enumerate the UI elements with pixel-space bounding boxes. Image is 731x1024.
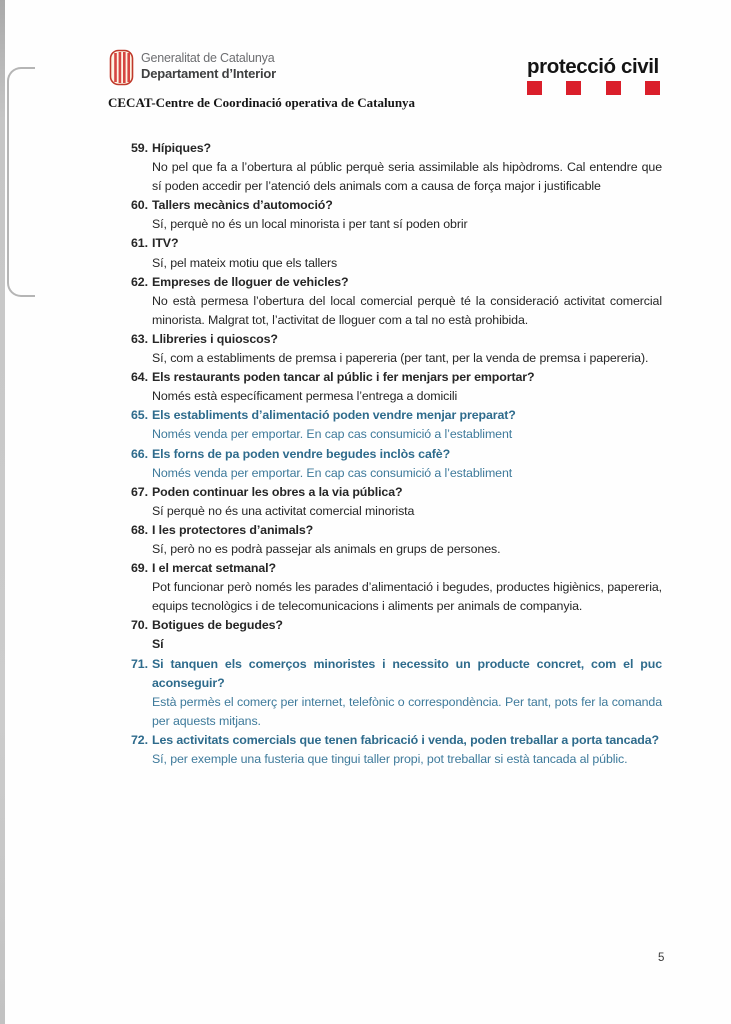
faq-item-answer: Sí [152, 637, 164, 652]
org-title: CECAT-Centre de Coordinació operativa de Catalunya [108, 95, 416, 110]
faq-item-number: 62. [131, 274, 148, 289]
faq-item-question: Poden continuar les obres a la via pública? [152, 484, 403, 499]
faq-item-body [152, 559, 662, 616]
gencat-shield-icon [109, 49, 134, 91]
faq-item [131, 234, 662, 272]
page-number: 5 [658, 952, 665, 964]
gencat-line2: Departament d’Interior [141, 66, 277, 81]
faq-item [131, 655, 662, 731]
faq-item-number: 72. [131, 732, 148, 747]
faq-item [131, 616, 662, 654]
faq-item-answer: Sí, perquè no és un local minorista i per tant sí poden obrir [152, 217, 468, 232]
faq-item-answer: Sí, per exemple una fusteria que tingui taller propi, pot treballar si està tancada al públic. [152, 752, 628, 766]
faq-item [131, 483, 662, 521]
proteccio-civil-wordmark: protecció civil [527, 55, 659, 78]
faq-item-answer: Sí perquè no és una activitat comercial minorista [152, 503, 415, 518]
faq-item-number: 70. [131, 618, 148, 633]
faq-item-number: 66. [131, 446, 148, 461]
faq-item-answer: Només venda per emportar. En cap cas consumició a l’establiment [152, 465, 513, 480]
faq-item [131, 330, 662, 368]
faq-item-answer: Només venda per emportar. En cap cas consumició a l’establiment [152, 427, 513, 442]
faq-item [131, 368, 662, 406]
faq-item-question: I les protectores d’animals? [152, 522, 314, 537]
faq-item-body [152, 330, 662, 368]
faq-item-answer: Està permès el comerç per internet, telefònic o correspondència. Per tant, pots fer la comanda per aquests mitjans. [152, 694, 662, 728]
faq-item-body [152, 616, 662, 654]
faq-item [131, 559, 662, 616]
faq-item-answer: No està permesa l’obertura del local comercial perquè té la consideració activitat comercial minorista. Malgrat tot, l’activitat de lloguer com a tal no està prohibida. [152, 293, 662, 327]
faq-item-body [152, 196, 662, 234]
faq-item-number: 59. [131, 141, 148, 155]
page-edge-artifact [7, 67, 35, 297]
faq-item-question: Els establiments d’alimentació poden vendre menjar preparat? [152, 408, 516, 423]
faq-item-body [152, 731, 662, 769]
faq-item-body [152, 445, 662, 483]
faq-item-body [152, 406, 662, 444]
faq-item-body [152, 273, 662, 330]
faq-item-question: Si tanquen els comerços minoristes i necessito un producte concret, com el puc aconseguir? [152, 656, 662, 690]
faq-item-answer: Sí, però no es podrà passejar als animals en grups de persones. [152, 541, 501, 556]
faq-item-answer: No pel que fa a l’obertura al públic perquè seria assimilable als hipòdroms. Cal entendre que sí poden accedir per l’atenció dels animals com a causa de força major i justificable [152, 160, 662, 194]
proteccio-civil-squares [527, 81, 660, 95]
red-square-icon [566, 81, 581, 95]
faq-item-answer: Pot funcionar però només les parades d’alimentació i begudes, productes higiènics, papereria, equips tecnològics i de telecomunicacions i aliments per animals de companyia. [152, 580, 662, 614]
gencat-line1: Generalitat de Catalunya [141, 51, 275, 65]
faq-item-number: 61. [131, 236, 148, 251]
gencat-logo-text [141, 49, 276, 91]
gencat-logo [109, 49, 276, 91]
faq-item-question: Botigues de begudes? [152, 618, 283, 633]
faq-list [131, 139, 662, 769]
faq-item [131, 196, 662, 234]
faq-item-number: 68. [131, 522, 148, 537]
faq-item-number: 67. [131, 484, 148, 499]
faq-item-body [152, 139, 662, 196]
faq-item [131, 731, 662, 769]
faq-item [131, 139, 662, 196]
faq-item-body [152, 368, 662, 406]
faq-item-body [152, 234, 662, 272]
faq-item-answer: Només està específicament permesa l’entrega a domicili [152, 389, 458, 404]
faq-item-answer: Sí, pel mateix motiu que els tallers [152, 255, 338, 270]
faq-item-number: 60. [131, 198, 148, 213]
faq-item-question: Llibreries i quioscos? [152, 331, 278, 346]
faq-item-question: I el mercat setmanal? [152, 561, 276, 576]
faq-item-question: Empreses de lloguer de vehicles? [152, 274, 349, 289]
faq-item [131, 406, 662, 444]
faq-item-question: Els restaurants poden tancar al públic i fer menjars per emportar? [152, 370, 535, 385]
scan-edge-strip [0, 0, 5, 1024]
faq-item-number: 65. [131, 408, 148, 423]
faq-item [131, 521, 662, 559]
proteccio-civil-logo [527, 56, 661, 95]
faq-item-question: Hípiques? [152, 141, 211, 155]
red-square-icon [645, 81, 660, 95]
faq-item-question: Els forns de pa poden vendre begudes inclòs cafè? [152, 446, 451, 461]
red-square-icon [606, 81, 621, 95]
faq-item-question: ITV? [152, 236, 179, 251]
faq-item-question: Les activitats comercials que tenen fabricació i venda, poden treballar a porta tancada? [152, 732, 659, 747]
faq-item-answer: Sí, com a establiments de premsa i papereria (per tant, per la venda de premsa i papereria). [152, 351, 649, 366]
faq-item-number: 63. [131, 331, 148, 346]
faq-item-body [152, 521, 662, 559]
red-square-icon [527, 81, 542, 95]
faq-item-number: 71. [131, 656, 148, 671]
faq-item [131, 445, 662, 483]
faq-item-number: 64. [131, 370, 148, 385]
faq-item-body [152, 483, 662, 521]
faq-item [131, 273, 662, 330]
faq-item-number: 69. [131, 561, 148, 576]
faq-item-body [152, 655, 662, 731]
faq-item-question: Tallers mecànics d’automoció? [152, 198, 333, 213]
